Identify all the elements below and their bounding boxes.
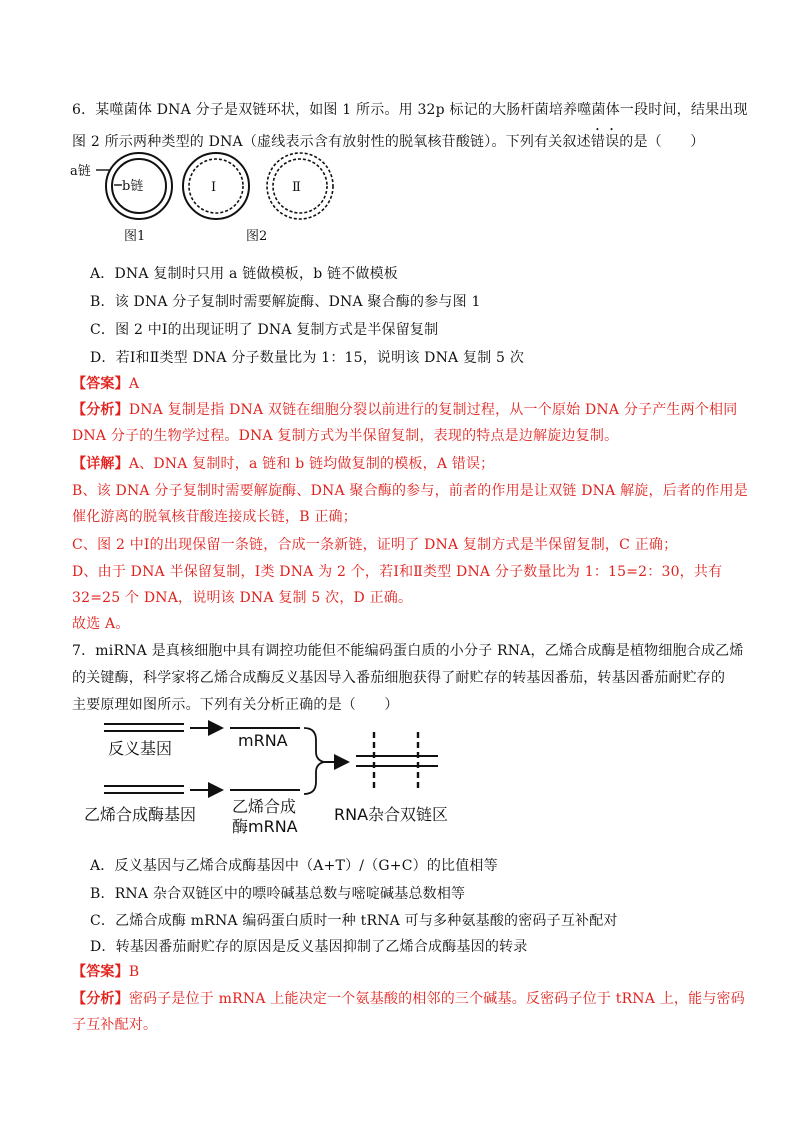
answer-tag: 【答案】 <box>72 964 129 980</box>
q6-answer <box>72 374 139 394</box>
q6-option-b: B．该 DNA 分子复制时需要解旋酶、DNA 聚合酶的参与图 1 <box>90 294 481 310</box>
q6-analysis-line-2: DNA 分子的生物学过程。DNA 复制方式为半保留复制，表现的特点是边解旋边复制。 <box>72 428 619 444</box>
fig1-caption: 图1 <box>124 229 146 244</box>
answer-value: B <box>128 964 140 980</box>
ethylene-mrna-label-1: 乙烯合成 <box>232 797 297 816</box>
merge-brace <box>304 728 324 794</box>
q6-detail-line-1 <box>72 454 494 474</box>
ethylene-gene-label: 乙烯合成酶基因 <box>84 805 197 824</box>
q6-stem-text: 图 2 所示两种类型的 DNA（虚线表示含有放射性的脱氧核苷酸链）。下列有关叙述 <box>72 134 591 150</box>
antisense-gene-label: 反义基因 <box>108 739 173 758</box>
q7-stem-line-3: 主要原理如图所示。下列有关分析正确的是（ ） <box>72 697 399 713</box>
detail-text: A、DNA 复制时，a 链和 b 链均做复制的模板，A 错误； <box>128 456 495 472</box>
a-strand-label: a链 <box>70 164 91 179</box>
ethylene-mrna-label-2: 酶mRNA <box>232 817 298 836</box>
q6-detail-line-2: B、该 DNA 分子复制时需要解旋酶、DNA 聚合酶的参与，前者的作用是让双链 DNA 解旋，后者的作用是 <box>72 483 748 499</box>
q7-analysis-line-1 <box>72 989 745 1009</box>
b-strand-label: b链 <box>122 179 144 194</box>
q6-stem-line-2 <box>72 126 704 152</box>
q7-option-d: D．转基因番茄耐贮存的原因是反义基因抑制了乙烯合成酶基因的转录 <box>90 939 528 955</box>
q7-option-a: A．反义基因与乙烯合成酶基因中（A+T）/（G+C）的比值相等 <box>90 858 498 874</box>
analysis-text: DNA 复制是指 DNA 双链在细胞分裂以前进行的复制过程，从一个原始 DNA 分子产生两个相同 <box>128 402 738 418</box>
answer-value: A <box>128 376 140 392</box>
q6-detail-line-4: C、图 2 中Ⅰ的出现保留一条链，合成一条新链，证明了 DNA 复制方式是半保留复制，C 正确； <box>72 537 678 553</box>
q7-option-b: B．RNA 杂合双链区中的嘌呤碱基总数与嘧啶碱基总数相等 <box>90 886 466 902</box>
type2-label: Ⅱ <box>292 180 301 195</box>
q7-analysis-line-2: 子互补配对。 <box>72 1017 158 1033</box>
q6-detail-line-5: D、由于 DNA 半保留复制，Ⅰ类 DNA 为 2 个，若Ⅰ和Ⅱ类型 DNA 分子数量比为 1：15=2：30，共有 <box>72 564 723 580</box>
hybrid-region-label: RNA杂合双链区 <box>334 805 449 824</box>
antisense-mrna-label: mRNA <box>238 731 288 750</box>
fig2-caption: 图2 <box>246 229 268 244</box>
answer-tag: 【答案】 <box>72 376 129 392</box>
q7-option-c: C．乙烯合成酶 mRNA 编码蛋白质时一种 tRNA 可与多种氨基酸的密码子互补配对 <box>90 913 618 929</box>
type1-label: Ⅰ <box>211 180 217 195</box>
analysis-tag: 【分析】 <box>72 991 129 1007</box>
q6-stem-end: 的是（ ） <box>619 134 705 150</box>
q7-answer <box>72 962 139 982</box>
q6-stem-line-1: 6．某噬菌体 DNA 分子是双链环状，如图 1 所示。用 32p 标记的大肠杆菌培养噬菌体一段时间，结果出现 <box>72 102 748 118</box>
analysis-text: 密码子是位于 mRNA 上能决定一个氨基酸的相邻的三个碱基。反密码子位于 tRNA 上，能与密码 <box>128 991 745 1007</box>
q6-detail-line-6: 32=25 个 DNA，说明该 DNA 复制 5 次，D 正确。 <box>72 590 413 606</box>
q6-option-c: C．图 2 中Ⅰ的出现证明了 DNA 复制方式是半保留复制 <box>90 322 439 338</box>
q6-analysis-line-1 <box>72 400 737 420</box>
q6-emphasis-word: 错误 <box>590 134 620 150</box>
q6-option-d: D．若Ⅰ和Ⅱ类型 DNA 分子数量比为 1：15，说明该 DNA 复制 5 次 <box>90 350 525 366</box>
q6-option-a: A．DNA 复制时只用 a 链做模板，b 链不做模板 <box>90 266 399 282</box>
q6-conclusion: 故选 A。 <box>72 616 130 632</box>
analysis-tag: 【分析】 <box>72 402 129 418</box>
q6-dna-figure <box>70 150 350 250</box>
q7-stem-line-2: 的关键酶，科学家将乙烯合成酶反义基因导入番茄细胞获得了耐贮存的转基因番茄，转基因番茄耐贮存的 <box>72 670 726 686</box>
detail-tag: 【详解】 <box>72 456 129 472</box>
q7-antisense-figure <box>80 716 480 844</box>
q7-stem-line-1: 7．miRNA 是真核细胞中具有调控功能但不能编码蛋白质的小分子 RNA，乙烯合成酶是植物细胞合成乙烯 <box>72 643 744 659</box>
q6-detail-line-3: 催化游离的脱氧核苷酸连接成长链，B 正确； <box>72 509 357 525</box>
